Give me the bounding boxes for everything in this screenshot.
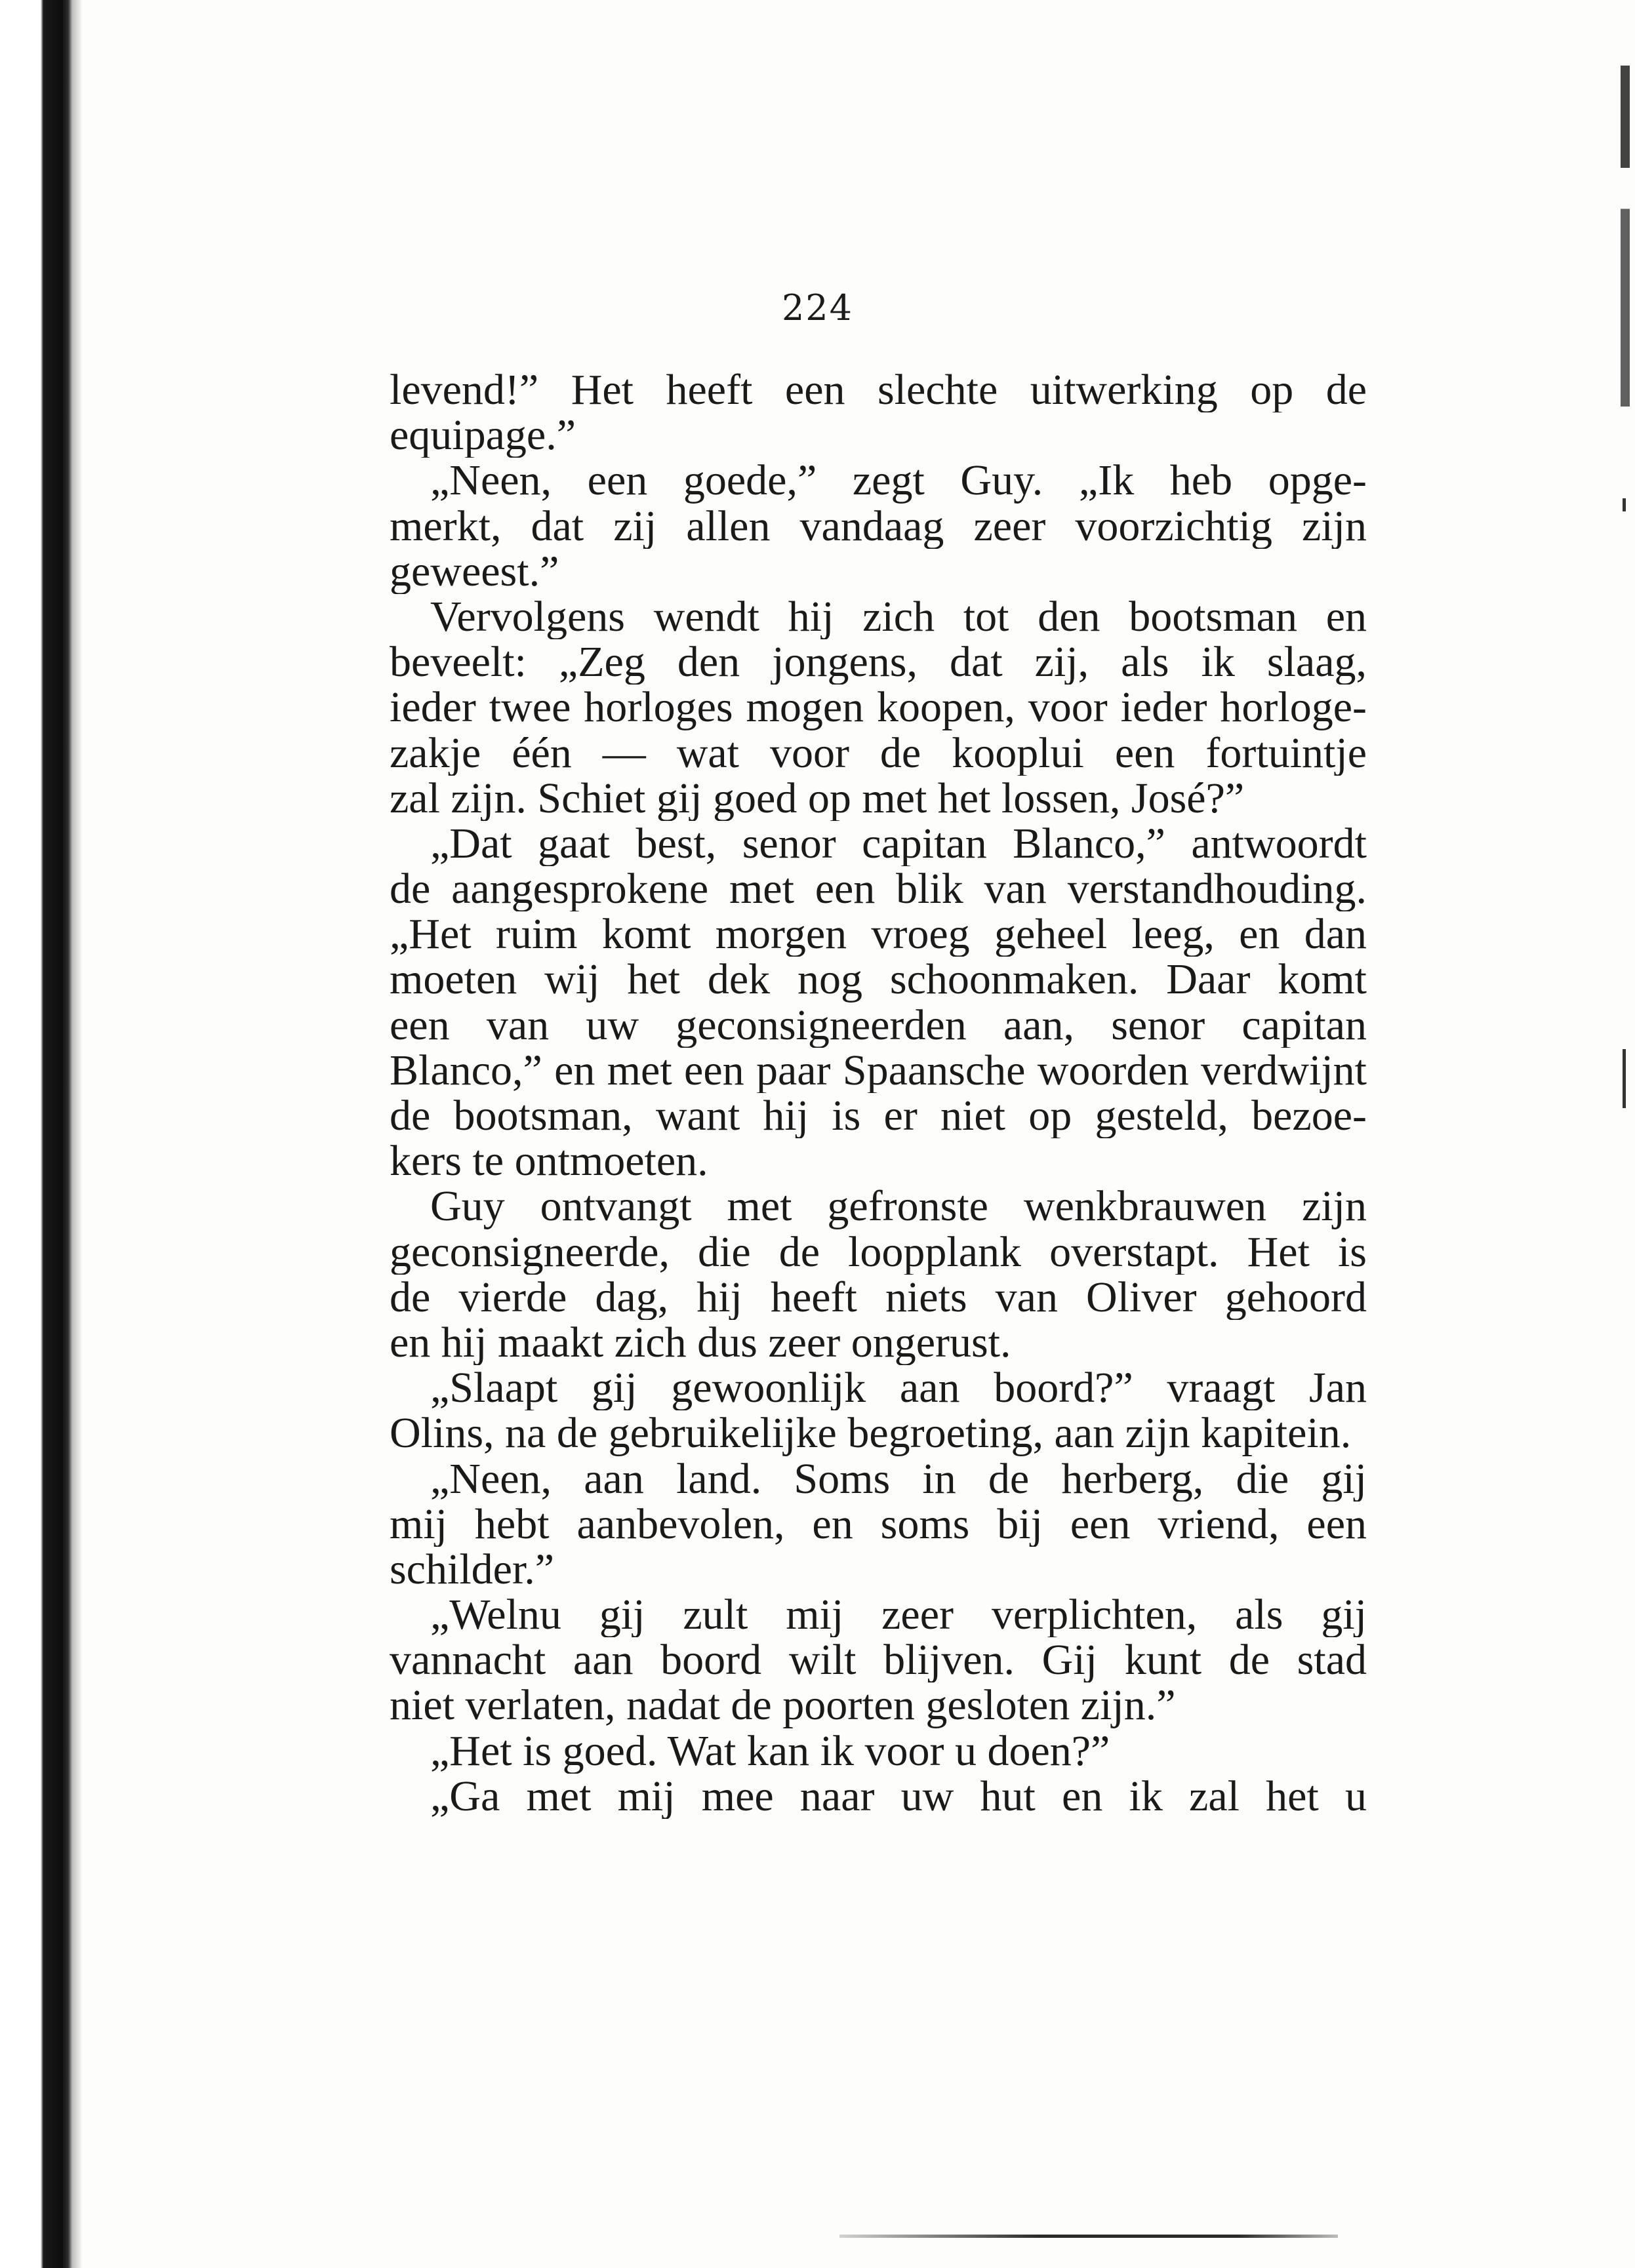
- text-line: beveelt: „Zeg den jongens, dat zij, als ik slaag,: [390, 639, 1367, 685]
- text-line: zakje één — wat voor de kooplui een fortuintje: [390, 730, 1367, 776]
- text-line: moeten wij het dek nog schoonmaken. Daar komt: [390, 957, 1367, 1003]
- page-number: 224: [781, 287, 854, 328]
- text-line: schilder.”: [390, 1546, 555, 1593]
- text-line: de bootsman, want hij is er niet op gesteld, bezoe-: [390, 1093, 1367, 1139]
- right-edge-mark: [1623, 1049, 1626, 1108]
- text-line: equipage.”: [390, 412, 576, 458]
- right-edge-marks: [1621, 66, 1630, 407]
- text-line: Olins, na de gebruikelijke begroeting, aan zijn kapitein.: [390, 1410, 1352, 1456]
- text-line: vannacht aan boord wilt blijven. Gij kunt de stad: [390, 1637, 1367, 1683]
- text-line: geweest.”: [390, 548, 559, 594]
- text-line: „Neen, aan land. Soms in de herberg, die gij: [430, 1456, 1367, 1502]
- text-line: ieder twee horloges mogen koopen, voor ieder horloge-: [390, 685, 1367, 730]
- text-line: „Dat gaat best, senor capitan Blanco,” antwoordt: [430, 820, 1367, 867]
- text-line: „Neen, een goede,” zegt Guy. „Ik heb opge-: [430, 458, 1367, 504]
- text-line: Vervolgens wendt hij zich tot den bootsman en: [430, 593, 1367, 640]
- text-line: „Ga met mij mee naar uw hut en ik zal het u: [430, 1773, 1367, 1819]
- text-line: de aangesprokene met een blik van verstandhouding.: [390, 866, 1367, 912]
- bottom-scan-line: [839, 2235, 1338, 2238]
- text-line: „Het is goed. Wat kan ik voor u doen?”: [430, 1728, 1110, 1774]
- text-line: geconsigneerde, die de loopplank overstapt. Het is: [390, 1229, 1367, 1275]
- right-edge-mark: [1623, 498, 1626, 511]
- text-line: de vierde dag, hij heeft niets van Oliver gehoord: [390, 1274, 1367, 1320]
- text-line: een van uw geconsigneerden aan, senor capitan: [390, 1002, 1367, 1048]
- text-line: niet verlaten, nadat de poorten gesloten zijn.”: [390, 1682, 1176, 1728]
- text-line: en hij maakt zich dus zeer ongerust.: [390, 1319, 1011, 1366]
- text-line: zal zijn. Schiet gij goed op met het lossen, José?”: [390, 775, 1245, 821]
- text-line: merkt, dat zij allen vandaag zeer voorzichtig zijn: [390, 503, 1367, 549]
- text-line: levend!” Het heeft een slechte uitwerking op de: [390, 367, 1367, 413]
- text-line: kers te ontmoeten.: [390, 1138, 708, 1184]
- body-text: [390, 367, 1367, 1819]
- text-line: „Welnu gij zult mij zeer verplichten, als gij: [430, 1592, 1367, 1638]
- text-line: Blanco,” en met een paar Spaansche woorden verdwijnt: [390, 1047, 1367, 1093]
- binding-edge: [0, 0, 72, 2268]
- text-line: „Slaapt gij gewoonlijk aan boord?” vraagt Jan: [430, 1365, 1367, 1411]
- text-line: „Het ruim komt morgen vroeg geheel leeg, en dan: [390, 911, 1367, 957]
- text-line: Guy ontvangt met gefronste wenkbrauwen zijn: [430, 1184, 1367, 1229]
- text-line: mij hebt aanbevolen, en soms bij een vriend, een: [390, 1501, 1367, 1547]
- binding-shadow: [63, 0, 83, 2268]
